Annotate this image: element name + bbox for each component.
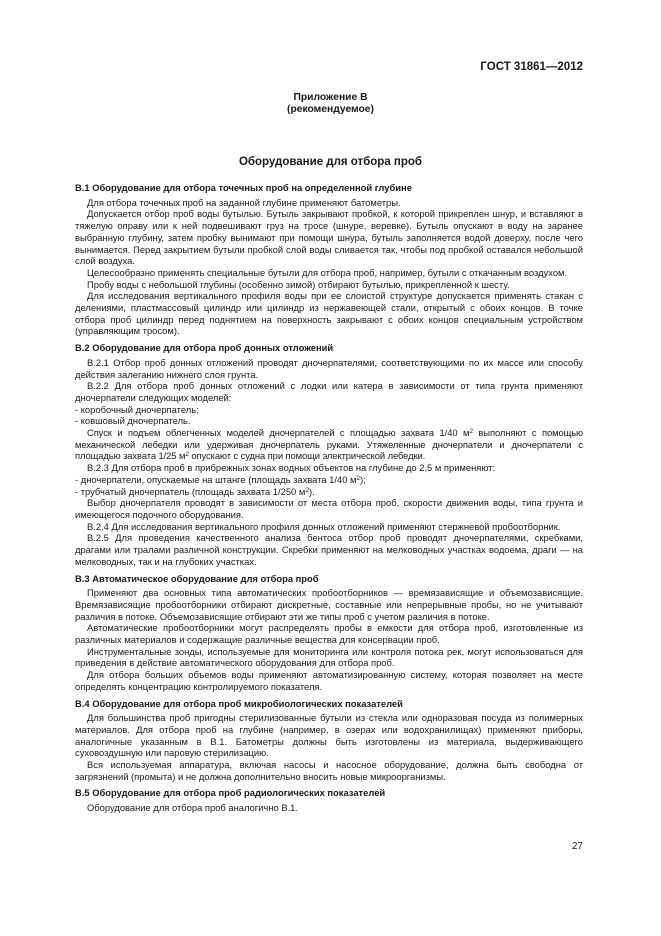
list-item: - коробочный дночерпатель;	[75, 403, 199, 415]
text-run: выполняют с помощью механической лебедки или удерживая дночерпатель руками. Утяжеленные дночерпатели и дночерпатели с площадью захвата 1/25 м	[75, 427, 583, 462]
paragraph: В.2.3 Для отбора проб в прибрежных зонах водных объектов на глубине до 2,5 м применяют:	[87, 462, 496, 474]
document-body	[75, 182, 583, 814]
appendix-heading	[0, 92, 661, 116]
superscript: 2	[469, 428, 473, 436]
text-run: Спуск и подъем облегченных моделей дночерпателей с площадью захвата 1/40 м	[87, 427, 470, 439]
list-item	[75, 486, 583, 498]
paragraph: Для большинства проб пригодны стерилизованные бутыли из стекла или одноразовая посуда из полимерных материалов. Для отбора проб на глубине (например, в озерах или водохранилищах) применяют приборы, аналогичные указанным в В.1. Батометры должны быть изготовлены из материала, выдерживающего суховоздушную или паровую стерилизацию.	[75, 712, 583, 759]
superscript: 2	[356, 474, 361, 482]
paragraph: В.2.1 Отбор проб донных отложений проводят дночерпателями, соответствующими по их массе или способу действия залеганию нижнего слоя грунта.	[75, 356, 583, 380]
page-number: 27	[571, 841, 583, 852]
paragraph: Для исследования вертикального профиля воды при ее слоистой структуре допускается применять стакан с делениями, пластмассовый цилиндр или цилиндр из нержавеющей стали, открытый с обоих концов. В точке отбора проб цилиндр перед поднятием на поверхность закрывают с обоих концов специальным устройством (управляющим тросом).	[75, 290, 583, 337]
text-run: ).	[308, 485, 315, 497]
section-heading-b3: В.3 Автоматическое оборудование для отбора проб	[75, 572, 319, 584]
paragraph: Для отбора точечных проб на заданной глубине применяют батометры.	[87, 196, 401, 208]
paragraph: Применяют два основных типа автоматических пробоотборников — времязависящие и объемозависящие. Времязависящие пробоотборники отбирают дискретные, составные или непрерывные пробы, но не учитывают различия в потоке. Объемозависящие отбирают эти же типы проб с учетом различия в потоке.	[75, 587, 583, 622]
section-heading-b2: В.2 Оборудование для отбора проб донных отложений	[75, 342, 334, 354]
section-heading-b4: В.4 Оборудование для отбора проб микробиологических показателей	[75, 697, 403, 709]
section-heading-b1: В.1 Оборудование для отбора точечных проб на определенной глубине	[75, 182, 412, 193]
paragraph: Для отбора больших объемов воды применяют автоматизированную систему, которая позволяет на месте определять концентрацию контролируемого показателя.	[75, 669, 583, 692]
paragraph: Целесообразно применять специальные бутыли для отбора проб, например, бутыли с откачанным воздухом.	[87, 266, 568, 278]
main-title: Оборудование для отбора проб	[238, 156, 423, 168]
list-item	[75, 474, 583, 486]
section-heading-b5: В.5 Оборудование для отбора проб радиологических показателей	[75, 787, 386, 799]
paragraph: Оборудование для отбора проб аналогично В.1.	[87, 802, 298, 814]
paragraph: Пробу воды с небольшой глубины (особенно зимой) отбирают бутылью, прикрепленной к шесту.	[87, 278, 510, 290]
text-run: - трубчатый дночерпатель (площадь захвата 1/250 м	[75, 485, 306, 497]
paragraph: Инструментальные зонды, используемые для мониторинга или контроля потока рек, могут использоваться для приведения в действие автоматического оборудования для отбора проб.	[75, 645, 583, 669]
appendix-title: Приложение В	[293, 92, 368, 103]
paragraph: В.2.4 Для исследования вертикального профиля донных отложений применяют стержневой пробоотборник.	[87, 520, 561, 532]
text-run: опускают с судна при помощи электрической лебедки.	[188, 450, 426, 462]
list-item: - ковшовый дночерпатель.	[75, 415, 191, 427]
paragraph: Автоматические пробоотборники могут распределять пробы в емкости для отбора проб, изготовленные из различных материалов и содержащие различные вещества для консервации проб.	[75, 622, 583, 646]
paragraph: Выбор дночерпателя проводят в зависимости от места отбора проб, скорости движения воды, типа грунта и имеющегося подочного оборудования.	[75, 497, 583, 520]
paragraph: Вся используемая аппаратура, включая насосы и насосное оборудование, должна быть свободна от загрязнений (промыта) и не должна дополнительно вносить новые микроорганизмы.	[75, 759, 583, 782]
paragraph	[75, 427, 583, 462]
appendix-subtitle: (рекомендуемое)	[287, 104, 374, 115]
text-run: );	[360, 473, 366, 485]
superscript: 2	[305, 486, 309, 494]
superscript: 2	[185, 451, 189, 459]
paragraph: В.2.5 Для проведения качественного анализа бентоса отбор проб проводят дночерпателями, скребками, драгами или тралами различной конструкции. Скребки применяют на мелководных участках водоема, драги — на мелководных, так и на глубоких участках.	[75, 532, 583, 567]
paragraph: В.2.2 Для отбора проб донных отложений с лодки или катера в зависимости от типа грунта применяют дночерпатели следующих моделей:	[75, 380, 583, 403]
paragraph: Допускается отбор проб воды бутылью. Бутыль закрывают пробкой, к которой прикреплен шнур, и вставляют в тяжелую оправу или к ней подвешивают груз на тросе (шнуре, веревке). Бутыль опускают в воду на заранее выбранную глубину, затем пробку вынимают при помощи шнура, бутыль заполняется водой доверху, после чего вынимается. Перед закрытием бутыли пробкой слой воды сливается так, чтобы под пробкой оставался небольшой слой воздуха.	[75, 208, 583, 267]
document-id: ГОСТ 31861—2012	[480, 61, 583, 73]
text-run: - дночерпатели, опускаемые на штанге (площадь захвата 1/40 м	[75, 473, 357, 485]
